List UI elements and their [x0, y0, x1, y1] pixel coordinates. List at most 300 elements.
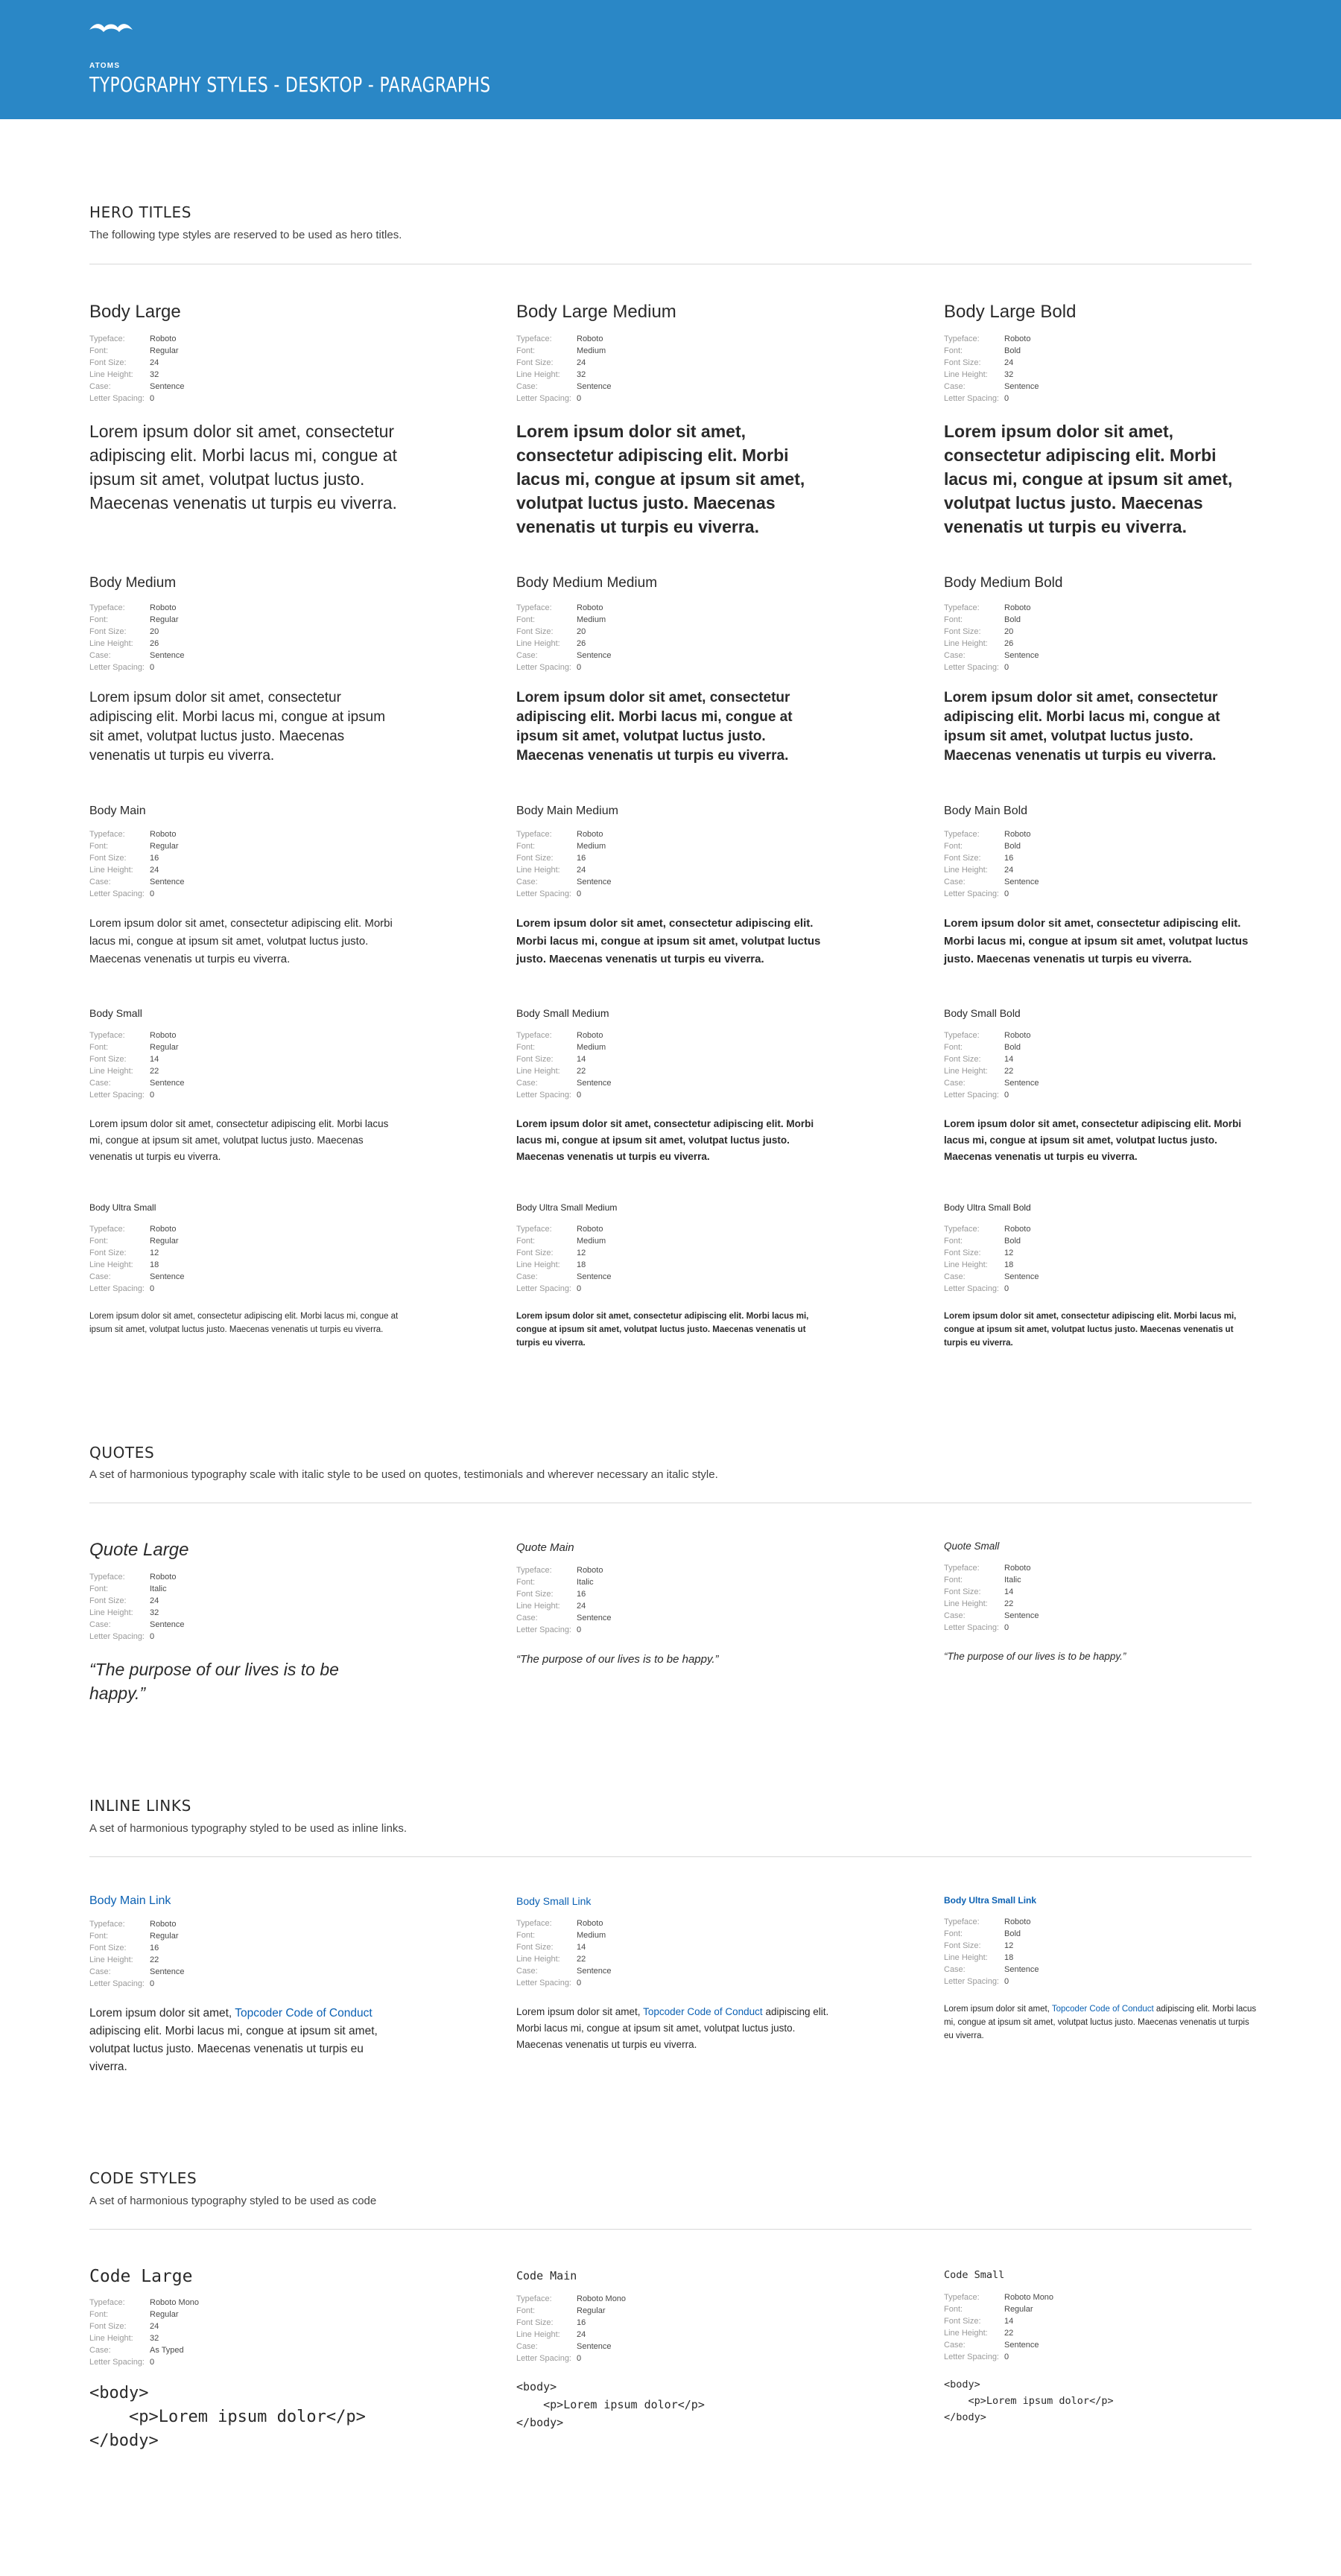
- sample-paragraph: Lorem ipsum dolor sit amet, consectetur adipiscing elit. Morbi lacus mi, congue at ipsum sit amet, volutpat luctus justo. Maecenas venenatis ut turpis eu viverra.: [89, 1312, 399, 1334]
- property-row-line-height: [944, 638, 1287, 650]
- property-row-typeface: [89, 828, 432, 840]
- property-label: Case:: [516, 1079, 538, 1088]
- property-value: Roboto: [1004, 1225, 1031, 1234]
- property-row-typeface: [89, 333, 432, 345]
- property-value: Sentence: [1004, 878, 1039, 886]
- property-label: Typeface:: [944, 1031, 980, 1040]
- property-label: Line Height:: [516, 370, 560, 379]
- property-row-letter-spacing: [89, 2356, 432, 2368]
- sample-paragraph: Lorem ipsum dolor sit amet, consectetur adipiscing elit. Morbi lacus mi, congue at ipsum sit amet, volutpat luctus justo. Maecenas venenatis ut turpis eu viverra.: [516, 422, 805, 536]
- property-value: 0: [577, 1284, 582, 1293]
- property-label: Typeface:: [944, 1225, 980, 1234]
- property-label: Line Height:: [944, 370, 988, 379]
- property-label: Case:: [944, 651, 966, 660]
- property-label: Letter Spacing:: [516, 394, 571, 403]
- property-value: Sentence: [1004, 1611, 1039, 1620]
- spec-title: Body Large: [89, 302, 181, 322]
- property-label: Letter Spacing:: [516, 1091, 571, 1100]
- property-row-typeface: [516, 1223, 859, 1235]
- property-value: Sentence: [577, 1614, 612, 1622]
- property-label: Case:: [89, 878, 111, 886]
- property-label: Font:: [89, 2310, 109, 2319]
- property-row-font: [89, 2309, 432, 2320]
- type-spec-body-small: [89, 1007, 432, 1165]
- property-value: 0: [577, 2354, 582, 2363]
- property-label: Case:: [89, 651, 111, 660]
- property-value: Regular: [150, 2310, 179, 2319]
- property-label: Line Height:: [89, 866, 133, 875]
- spec-title: Quote Small: [944, 1541, 1000, 1552]
- property-row-font-size: [516, 357, 859, 369]
- spec-properties: [944, 1916, 1287, 1987]
- spec-properties: [89, 333, 432, 405]
- section-description-code: A set of harmonious typography styled to be used as code: [89, 2195, 377, 2207]
- spec-title: Quote Main: [516, 1541, 574, 1554]
- property-value: Roboto: [1004, 830, 1031, 839]
- type-spec-body-main-bold: [944, 805, 1287, 968]
- property-row-line-height: [89, 1065, 432, 1077]
- property-row-font-size: [516, 2317, 859, 2329]
- property-value: Medium: [577, 1931, 606, 1940]
- property-value: Medium: [577, 1237, 606, 1246]
- property-label: Letter Spacing:: [89, 2358, 145, 2367]
- property-value: Roboto: [1004, 1564, 1031, 1573]
- code-line: <p>Lorem ipsum dolor</p>: [944, 2395, 1114, 2407]
- property-label: Case:: [516, 651, 538, 660]
- property-value: 24: [150, 866, 159, 875]
- property-row-case: [516, 1612, 859, 1624]
- spec-properties: [944, 602, 1287, 673]
- property-row-font-size: [516, 1941, 859, 1953]
- spec-title: Body Medium: [89, 575, 177, 591]
- type-spec-body-ultra-small: [89, 1202, 432, 1336]
- property-row-font: [944, 1041, 1287, 1053]
- property-value: Regular: [150, 615, 179, 624]
- code-sample: [944, 2376, 1287, 2426]
- type-spec-body-ultra-small-link: [944, 1895, 1287, 2043]
- property-label: Font Size:: [944, 627, 981, 636]
- property-label: Font:: [89, 1932, 109, 1941]
- property-label: Font Size:: [89, 2322, 127, 2331]
- property-label: Font Size:: [516, 1943, 554, 1952]
- property-row-font-size: [944, 1586, 1287, 1598]
- property-value: Roboto: [577, 1919, 603, 1928]
- property-label: Typeface:: [89, 1920, 125, 1929]
- property-row-case: [944, 2339, 1287, 2351]
- property-label: Typeface:: [89, 830, 125, 839]
- property-value: 0: [577, 1091, 582, 1100]
- property-row-font: [516, 1929, 859, 1941]
- property-value: Roboto Mono: [1004, 2293, 1054, 2302]
- property-label: Font:: [89, 1584, 109, 1593]
- property-value: 14: [1004, 2317, 1014, 2326]
- property-value: 24: [150, 2322, 159, 2331]
- property-label: Font Size:: [89, 627, 127, 636]
- sample-paragraph: Lorem ipsum dolor sit amet, consectetur adipiscing elit. Morbi lacus mi, congue at ipsum sit amet, volutpat luctus justo. Maecenas venenatis ut turpis eu viverra.: [89, 422, 397, 513]
- property-label: Line Height:: [516, 2330, 560, 2339]
- property-label: Case:: [944, 2341, 966, 2350]
- property-label: Letter Spacing:: [944, 1977, 999, 1986]
- property-label: Font:: [89, 346, 109, 355]
- sample-paragraph: Lorem ipsum dolor sit amet, consectetur adipiscing elit. Morbi lacus mi, congue at ipsum sit amet, volutpat luctus justo. Maecenas venenatis ut turpis eu viverra.: [944, 917, 1249, 965]
- property-row-font: [516, 345, 859, 357]
- property-value: Bold: [1004, 1237, 1021, 1246]
- code-of-conduct-link[interactable]: Topcoder Code of Conduct: [643, 2006, 763, 2017]
- property-label: Typeface:: [89, 2298, 125, 2307]
- property-row-case: [516, 1965, 859, 1977]
- property-value: 0: [1004, 1623, 1009, 1632]
- property-value: Roboto: [150, 1920, 177, 1929]
- property-label: Typeface:: [516, 603, 552, 612]
- property-label: Font:: [944, 842, 963, 851]
- property-label: Line Height:: [89, 639, 133, 648]
- property-value: Regular: [150, 1043, 179, 1052]
- property-value: 24: [577, 866, 586, 875]
- type-spec-body-medium-medium: [516, 575, 859, 766]
- property-row-typeface: [944, 1562, 1287, 1574]
- sample-paragraph: Lorem ipsum dolor sit amet, consectetur adipiscing elit. Morbi lacus mi, congue at ipsum sit amet, volutpat luctus justo. Maecenas venenatis ut turpis eu viverra.: [944, 1118, 1242, 1162]
- property-value: 0: [1004, 1284, 1009, 1293]
- property-value: 26: [150, 639, 159, 648]
- property-label: Font:: [516, 2306, 536, 2315]
- property-label: Font:: [944, 346, 963, 355]
- property-row-font: [944, 840, 1287, 852]
- property-label: Letter Spacing:: [516, 889, 571, 898]
- property-value: 0: [577, 663, 582, 672]
- property-label: Font Size:: [516, 2318, 554, 2327]
- link-sample-before: Lorem ipsum dolor sit amet,: [944, 2005, 1052, 2014]
- property-row-font-size: [89, 852, 432, 864]
- property-label: Font:: [944, 1929, 963, 1938]
- property-label: Letter Spacing:: [89, 1979, 145, 1988]
- property-row-letter-spacing: [944, 662, 1287, 673]
- property-value: 0: [1004, 1091, 1009, 1100]
- property-label: Typeface:: [89, 1031, 125, 1040]
- property-label: Font Size:: [516, 627, 554, 636]
- property-row-typeface: [516, 1917, 859, 1929]
- property-value: Sentence: [150, 1272, 185, 1281]
- property-value: Medium: [577, 615, 606, 624]
- property-label: Font:: [516, 615, 536, 624]
- property-label: Font:: [516, 842, 536, 851]
- property-value: 22: [1004, 1599, 1014, 1608]
- property-value: Bold: [1004, 1929, 1021, 1938]
- property-row-font: [89, 345, 432, 357]
- code-sample: [516, 2378, 859, 2431]
- property-row-font-size: [516, 626, 859, 638]
- spec-properties: [89, 1223, 432, 1295]
- property-label: Line Height:: [516, 1602, 560, 1611]
- property-row-case: [89, 1619, 432, 1631]
- property-row-case: [944, 1610, 1287, 1622]
- property-row-case: [89, 1077, 432, 1089]
- property-label: Letter Spacing:: [516, 1284, 571, 1293]
- spec-properties: [944, 1562, 1287, 1634]
- property-value: 0: [1004, 394, 1009, 403]
- property-value: 22: [577, 1955, 586, 1964]
- property-value: Regular: [150, 346, 179, 355]
- spec-title: Body Ultra Small Bold: [944, 1202, 1031, 1213]
- property-row-case: [516, 650, 859, 662]
- type-spec-quote-main: [516, 1541, 859, 1669]
- property-row-letter-spacing: [516, 1624, 859, 1636]
- property-label: Font Size:: [516, 358, 554, 367]
- property-row-font: [944, 1928, 1287, 1940]
- property-label: Font:: [516, 1043, 536, 1052]
- property-value: 22: [577, 1067, 586, 1076]
- property-row-font-size: [944, 626, 1287, 638]
- property-value: 16: [577, 1590, 586, 1599]
- property-row-font-size: [944, 357, 1287, 369]
- property-value: 20: [577, 627, 586, 636]
- property-label: Font Size:: [89, 358, 127, 367]
- page-header: [0, 0, 1341, 119]
- property-row-font-size: [944, 1247, 1287, 1259]
- link-sample-after: adipiscing elit. Morbi lacus mi, congue at ipsum sit amet, volutpat luctus justo. Maecenas venenatis ut turpis eu viverra.: [516, 2006, 829, 2050]
- spec-properties: [516, 2293, 859, 2364]
- property-row-letter-spacing: [944, 2351, 1287, 2363]
- property-row-font: [89, 840, 432, 852]
- property-value: 18: [150, 1260, 159, 1269]
- property-value: 0: [150, 1091, 155, 1100]
- property-row-case: [89, 2344, 432, 2356]
- property-label: Typeface:: [944, 2293, 980, 2302]
- property-label: Line Height:: [89, 1260, 133, 1269]
- property-label: Font Size:: [516, 854, 554, 863]
- property-label: Font Size:: [944, 1249, 981, 1257]
- property-row-font-size: [516, 1053, 859, 1065]
- property-label: Letter Spacing:: [89, 663, 145, 672]
- property-row-font-size: [944, 2315, 1287, 2327]
- link-sample-before: Lorem ipsum dolor sit amet,: [516, 2006, 644, 2017]
- property-row-case: [516, 1077, 859, 1089]
- property-value: Sentence: [1004, 2341, 1039, 2350]
- property-value: Sentence: [577, 1272, 612, 1281]
- property-value: 22: [1004, 2329, 1014, 2338]
- property-label: Case:: [944, 382, 966, 391]
- property-value: 22: [1004, 1067, 1014, 1076]
- property-value: Roboto: [577, 334, 603, 343]
- property-label: Font:: [944, 2305, 963, 2314]
- property-value: 14: [1004, 1055, 1014, 1064]
- property-row-font: [516, 1235, 859, 1247]
- link-sample-paragraph: [944, 2002, 1257, 2043]
- property-label: Typeface:: [944, 1564, 980, 1573]
- property-row-font: [516, 614, 859, 626]
- property-value: 24: [577, 2330, 586, 2339]
- property-value: Regular: [1004, 2305, 1033, 2314]
- property-label: Case:: [89, 1272, 111, 1281]
- spec-properties: [89, 1030, 432, 1101]
- property-label: Line Height:: [944, 866, 988, 875]
- property-row-font: [89, 1235, 432, 1247]
- code-line: <body>: [89, 2384, 149, 2402]
- property-label: Case:: [516, 1272, 538, 1281]
- spec-title: Body Ultra Small Link: [944, 1895, 1037, 1906]
- property-value: Bold: [1004, 346, 1021, 355]
- type-spec-code-main: [516, 2269, 859, 2431]
- property-value: 18: [1004, 1953, 1014, 1962]
- property-value: Sentence: [150, 1620, 185, 1629]
- property-row-case: [516, 381, 859, 393]
- property-row-typeface: [516, 2293, 859, 2305]
- property-label: Letter Spacing:: [516, 2354, 571, 2363]
- property-row-line-height: [89, 1259, 432, 1271]
- property-label: Font:: [944, 1576, 963, 1584]
- sample-paragraph: Lorem ipsum dolor sit amet, consectetur adipiscing elit. Morbi lacus mi, congue at ipsum sit amet, volutpat luctus justo. Maecenas venenatis ut turpis eu viverra.: [944, 690, 1220, 764]
- property-row-font-size: [944, 1053, 1287, 1065]
- property-label: Font Size:: [89, 1944, 127, 1952]
- property-label: Case:: [944, 1965, 966, 1974]
- property-row-typeface: [89, 1918, 432, 1930]
- spec-properties: [944, 828, 1287, 900]
- property-row-line-height: [944, 1598, 1287, 1610]
- property-label: Typeface:: [516, 334, 552, 343]
- property-row-line-height: [944, 1952, 1287, 1964]
- sample-paragraph: Lorem ipsum dolor sit amet, consectetur adipiscing elit. Morbi lacus mi, congue at ipsum sit amet, volutpat luctus justo. Maecenas venenatis ut turpis eu viverra.: [89, 690, 386, 764]
- property-label: Font:: [89, 1043, 109, 1052]
- link-sample-after: adipiscing elit. Morbi lacus mi, congue at ipsum sit amet, volutpat luctus justo. Maecenas venenatis ut turpis eu viverra.: [89, 2025, 378, 2073]
- type-spec-body-small-medium: [516, 1007, 859, 1165]
- spec-title: Body Main Medium: [516, 805, 618, 817]
- property-value: 22: [150, 1955, 159, 1964]
- property-value: 18: [577, 1260, 586, 1269]
- property-row-font: [944, 1235, 1287, 1247]
- property-label: Typeface:: [516, 1031, 552, 1040]
- property-value: Medium: [577, 346, 606, 355]
- property-row-font-size: [89, 357, 432, 369]
- property-value: Roboto: [150, 603, 177, 612]
- property-row-letter-spacing: [89, 1631, 432, 1643]
- property-label: Typeface:: [944, 830, 980, 839]
- property-label: Font:: [89, 1237, 109, 1246]
- type-spec-body-ultra-small-bold: [944, 1202, 1287, 1350]
- property-label: Typeface:: [516, 830, 552, 839]
- type-spec-body-small-bold: [944, 1007, 1287, 1165]
- property-value: 24: [577, 358, 586, 367]
- property-row-line-height: [516, 1600, 859, 1612]
- property-label: Case:: [516, 878, 538, 886]
- property-row-typeface: [516, 828, 859, 840]
- property-label: Letter Spacing:: [944, 2353, 999, 2361]
- property-row-letter-spacing: [516, 393, 859, 405]
- code-of-conduct-link[interactable]: Topcoder Code of Conduct: [235, 2007, 372, 2020]
- property-label: Font Size:: [516, 1249, 554, 1257]
- property-row-case: [89, 1271, 432, 1283]
- section-title-links: INLINE LINKS: [89, 1797, 191, 1815]
- property-row-font-size: [944, 1940, 1287, 1952]
- property-row-typeface: [516, 1030, 859, 1041]
- property-row-typeface: [516, 333, 859, 345]
- code-line: <body>: [516, 2380, 557, 2393]
- sample-paragraph: Lorem ipsum dolor sit amet, consectetur adipiscing elit. Morbi lacus mi, congue at ipsum sit amet, volutpat luctus justo. Maecenas venenatis ut turpis eu viverra.: [944, 1312, 1237, 1348]
- property-value: Roboto: [577, 1566, 603, 1575]
- property-value: 20: [150, 627, 159, 636]
- property-label: Line Height:: [516, 639, 560, 648]
- page-title: TYPOGRAPHY STYLES - DESKTOP - PARAGRAPHS: [89, 72, 491, 97]
- property-value: Sentence: [150, 1967, 185, 1976]
- property-row-case: [944, 650, 1287, 662]
- property-label: Font Size:: [516, 1590, 554, 1599]
- spec-title: Body Small Medium: [516, 1007, 609, 1019]
- property-value: As Typed: [150, 2346, 184, 2355]
- property-row-letter-spacing: [516, 1089, 859, 1101]
- property-label: Line Height:: [516, 1955, 560, 1964]
- section-description-quotes: A set of harmonious typography scale with italic style to be used on quotes, testimonials and wherever necessary an italic style.: [89, 1468, 718, 1481]
- property-row-typeface: [516, 602, 859, 614]
- property-value: 14: [150, 1055, 159, 1064]
- code-of-conduct-link[interactable]: Topcoder Code of Conduct: [1051, 2005, 1154, 2014]
- property-label: Line Height:: [89, 1067, 133, 1076]
- type-spec-quote-large: [89, 1540, 432, 1705]
- sample-paragraph: Lorem ipsum dolor sit amet, consectetur adipiscing elit. Morbi lacus mi, congue at ipsum sit amet, volutpat luctus justo. Maecenas venenatis ut turpis eu viverra.: [516, 917, 821, 965]
- section-divider: [89, 2229, 1252, 2230]
- property-row-letter-spacing: [89, 888, 432, 900]
- property-label: Case:: [516, 1614, 538, 1622]
- property-value: Regular: [150, 1237, 179, 1246]
- link-sample-paragraph: [89, 2005, 395, 2076]
- type-spec-body-ultra-small-medium: [516, 1202, 859, 1350]
- property-row-line-height: [944, 1065, 1287, 1077]
- property-row-case: [944, 876, 1287, 888]
- property-label: Font Size:: [944, 2317, 981, 2326]
- spec-title: Body Main: [89, 805, 146, 817]
- spec-properties: [89, 828, 432, 900]
- property-label: Font:: [944, 1043, 963, 1052]
- property-value: Roboto: [1004, 1031, 1031, 1040]
- property-row-font: [89, 1041, 432, 1053]
- property-label: Letter Spacing:: [89, 1632, 145, 1641]
- property-value: Roboto: [150, 1573, 177, 1582]
- property-label: Letter Spacing:: [89, 1284, 145, 1293]
- property-label: Font:: [516, 346, 536, 355]
- property-value: 0: [150, 663, 155, 672]
- section-divider: [89, 1856, 1252, 1857]
- section-description-links: A set of harmonious typography styled to be used as inline links.: [89, 1822, 408, 1835]
- type-spec-quote-small: [944, 1541, 1287, 1665]
- property-value: Roboto: [150, 1031, 177, 1040]
- spec-properties: [516, 1223, 859, 1295]
- property-value: Sentence: [150, 651, 185, 660]
- property-value: 0: [150, 889, 155, 898]
- property-label: Letter Spacing:: [89, 1091, 145, 1100]
- code-line: </body>: [516, 2416, 564, 2429]
- property-label: Typeface:: [516, 1225, 552, 1234]
- property-row-line-height: [516, 1065, 859, 1077]
- property-value: 16: [1004, 854, 1014, 863]
- spec-title: Body Small Link: [516, 1895, 592, 1907]
- property-row-line-height: [89, 638, 432, 650]
- property-value: 18: [1004, 1260, 1014, 1269]
- property-label: Letter Spacing:: [944, 663, 999, 672]
- property-row-line-height: [516, 1259, 859, 1271]
- property-label: Case:: [516, 2342, 538, 2351]
- property-value: 0: [1004, 1977, 1009, 1986]
- spec-title: Body Small Bold: [944, 1007, 1021, 1019]
- type-spec-body-main-medium: [516, 805, 859, 968]
- property-label: Typeface:: [516, 1919, 552, 1928]
- property-value: Roboto: [577, 603, 603, 612]
- property-row-line-height: [944, 1259, 1287, 1271]
- spec-properties: [516, 1917, 859, 1989]
- sample-paragraph: Lorem ipsum dolor sit amet, consectetur adipiscing elit. Morbi lacus mi, congue at ipsum sit amet, volutpat luctus justo. Maecenas venenatis ut turpis eu viverra.: [516, 1312, 809, 1348]
- property-label: Font:: [89, 615, 109, 624]
- property-row-typeface: [89, 1030, 432, 1041]
- spec-properties: [944, 1223, 1287, 1295]
- property-row-font: [944, 345, 1287, 357]
- property-row-letter-spacing: [944, 888, 1287, 900]
- property-row-case: [516, 2341, 859, 2353]
